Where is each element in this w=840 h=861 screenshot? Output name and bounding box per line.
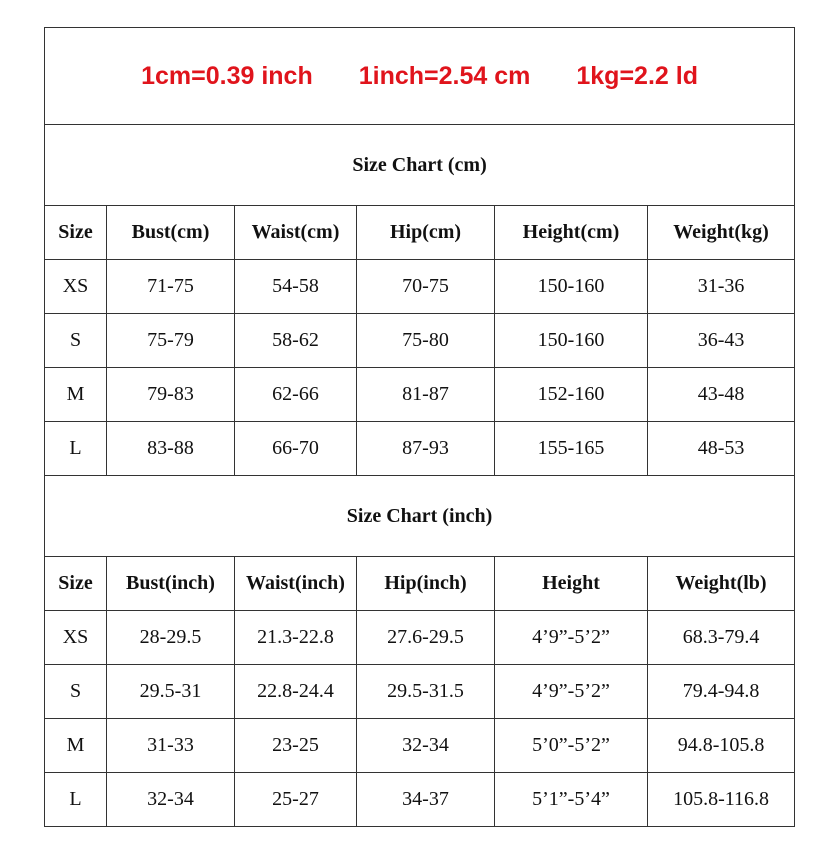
column-header: Hip(cm) bbox=[357, 206, 495, 260]
conversion-inch-cm: 1inch=2.54 cm bbox=[358, 61, 531, 90]
table-cell: 43-48 bbox=[648, 368, 795, 422]
table-row bbox=[45, 422, 795, 476]
table-cell: 22.8-24.4 bbox=[235, 665, 357, 719]
inch-table-title-row bbox=[45, 476, 795, 557]
table-cell: 21.3-22.8 bbox=[235, 611, 357, 665]
table-cell: 5’1”-5’4” bbox=[495, 773, 648, 827]
table-cell: 4’9”-5’2” bbox=[495, 611, 648, 665]
table-cell: 152-160 bbox=[495, 368, 648, 422]
table-cell: 48-53 bbox=[648, 422, 795, 476]
table-cell: 5’0”-5’2” bbox=[495, 719, 648, 773]
table-cell: 27.6-29.5 bbox=[357, 611, 495, 665]
conversion-kg-lb: 1kg=2.2 ld bbox=[576, 61, 698, 90]
column-header: Waist(cm) bbox=[235, 206, 357, 260]
table-row bbox=[45, 719, 795, 773]
column-header: Weight(kg) bbox=[648, 206, 795, 260]
column-header: Bust(cm) bbox=[107, 206, 235, 260]
cm-header-row bbox=[45, 206, 795, 260]
table-row bbox=[45, 260, 795, 314]
column-header: Height bbox=[495, 557, 648, 611]
table-cell: 87-93 bbox=[357, 422, 495, 476]
table-cell: 32-34 bbox=[357, 719, 495, 773]
table-cell: 79-83 bbox=[107, 368, 235, 422]
column-header: Bust(inch) bbox=[107, 557, 235, 611]
table-cell: XS bbox=[45, 611, 107, 665]
table-cell: 31-33 bbox=[107, 719, 235, 773]
table-cell: L bbox=[45, 773, 107, 827]
table-cell: 79.4-94.8 bbox=[648, 665, 795, 719]
table-cell: 62-66 bbox=[235, 368, 357, 422]
table-cell: 25-27 bbox=[235, 773, 357, 827]
table-cell: 83-88 bbox=[107, 422, 235, 476]
table-cell: 81-87 bbox=[357, 368, 495, 422]
table-cell: XS bbox=[45, 260, 107, 314]
table-cell: 28-29.5 bbox=[107, 611, 235, 665]
table-cell: M bbox=[45, 368, 107, 422]
inch-table-title: Size Chart (inch) bbox=[45, 476, 795, 557]
table-cell: 150-160 bbox=[495, 260, 648, 314]
table-cell: 23-25 bbox=[235, 719, 357, 773]
conversion-notes bbox=[45, 62, 794, 91]
conversion-row bbox=[45, 28, 795, 125]
table-cell: 32-34 bbox=[107, 773, 235, 827]
table-cell: 4’9”-5’2” bbox=[495, 665, 648, 719]
table-cell: 150-160 bbox=[495, 314, 648, 368]
table-cell: 94.8-105.8 bbox=[648, 719, 795, 773]
table-row bbox=[45, 611, 795, 665]
table-cell: 68.3-79.4 bbox=[648, 611, 795, 665]
table-cell: 71-75 bbox=[107, 260, 235, 314]
column-header: Waist(inch) bbox=[235, 557, 357, 611]
size-chart-table bbox=[44, 27, 795, 827]
table-cell: 29.5-31.5 bbox=[357, 665, 495, 719]
table-cell: 70-75 bbox=[357, 260, 495, 314]
table-cell: 29.5-31 bbox=[107, 665, 235, 719]
table-cell: 66-70 bbox=[235, 422, 357, 476]
column-header: Size bbox=[45, 557, 107, 611]
table-row bbox=[45, 665, 795, 719]
column-header: Hip(inch) bbox=[357, 557, 495, 611]
table-cell: 36-43 bbox=[648, 314, 795, 368]
conversion-cm-inch: 1cm=0.39 inch bbox=[141, 61, 313, 90]
table-row bbox=[45, 314, 795, 368]
table-cell: L bbox=[45, 422, 107, 476]
table-cell: 58-62 bbox=[235, 314, 357, 368]
table-cell: 34-37 bbox=[357, 773, 495, 827]
table-cell: S bbox=[45, 665, 107, 719]
column-header: Weight(lb) bbox=[648, 557, 795, 611]
column-header: Size bbox=[45, 206, 107, 260]
table-cell: M bbox=[45, 719, 107, 773]
column-header: Height(cm) bbox=[495, 206, 648, 260]
table-cell: 75-79 bbox=[107, 314, 235, 368]
table-cell: 31-36 bbox=[648, 260, 795, 314]
table-cell: S bbox=[45, 314, 107, 368]
table-row bbox=[45, 368, 795, 422]
cm-table-title-row bbox=[45, 125, 795, 206]
table-cell: 155-165 bbox=[495, 422, 648, 476]
table-cell: 105.8-116.8 bbox=[648, 773, 795, 827]
inch-header-row bbox=[45, 557, 795, 611]
table-row bbox=[45, 773, 795, 827]
cm-table-title: Size Chart (cm) bbox=[45, 125, 795, 206]
table-cell: 54-58 bbox=[235, 260, 357, 314]
table-cell: 75-80 bbox=[357, 314, 495, 368]
